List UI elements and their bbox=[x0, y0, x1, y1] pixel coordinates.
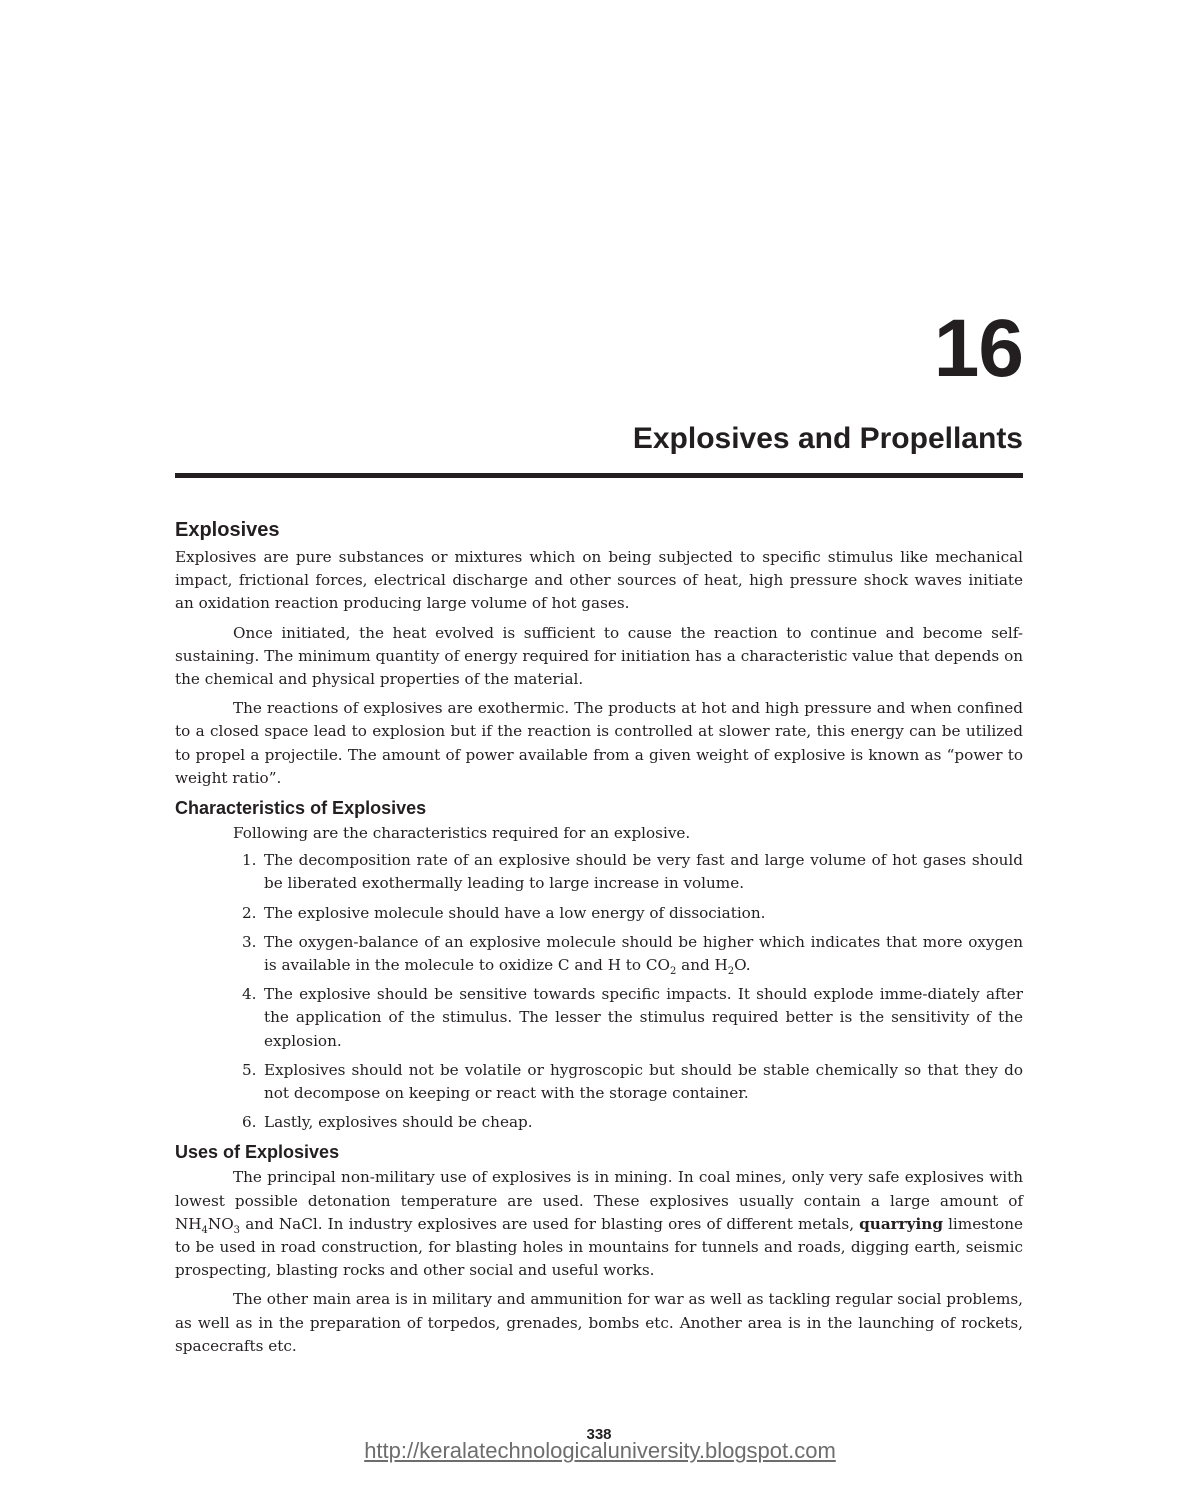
list-item-text-part: The oxygen-balance of an explosive molecule should be higher which indicates that more oxygen is available in the molecule to oxidize C and H to CO bbox=[264, 932, 1023, 975]
paragraph-uses-military: The other main area is in military and ammunition for war as well as tackling regular social problems, as well as in the preparation of torpedos, grenades, bombs etc. Another area is in the launching of rockets, spacecrafts etc. bbox=[175, 1290, 1023, 1355]
paragraph-exothermic-reactions: The reactions of explosives are exothermic. The products at hot and high pressure and when confined to a closed space lead to explosion but if the reaction is controlled at slower rate, this energy can be utilized to propel a projectile. The amount of power available from a given weight of explosive is known as “power to weight ratio”. bbox=[175, 699, 1023, 787]
list-item-number: 2. bbox=[242, 903, 257, 922]
paragraph-explosives-definition: Explosives are pure substances or mixtures which on being subjected to specific stimulus like mechanical impact, frictional forces, electrical discharge and other sources of heat, high pressure shock waves initiate an oxidation reaction producing large volume of hot gases. bbox=[175, 548, 1023, 613]
list-item-text: The decomposition rate of an explosive should be very fast and large volume of hot gases should be liberated exothermally leading to large increase in volume. bbox=[264, 851, 1023, 893]
paragraph-text-part: NO bbox=[207, 1214, 234, 1233]
paragraph-text-part: and NaCl. In industry explosives are used for blasting ores of different metals, bbox=[240, 1214, 860, 1233]
paragraph-uses-mining bbox=[175, 1166, 1023, 1282]
list-item bbox=[175, 849, 1023, 895]
paragraph-text-part: The principal non-military use of explosives is in mining. In coal mines, only very safe explosives with lowest possible detonation temperature are used. These explosives usually contain a large amount of NH bbox=[175, 1168, 1023, 1233]
list-item-text: Explosives should not be volatile or hygroscopic but should be stable chemically so that they do not decompose on keeping or react with the storage container. bbox=[264, 1060, 1023, 1103]
list-item-number: 3. bbox=[242, 932, 257, 951]
list-item-number: 6. bbox=[242, 1113, 257, 1132]
subscript: 4 bbox=[201, 1224, 208, 1236]
paragraph-text-part: limestone to be used in road construction, for blasting holes in mountains for tunnels and roads, digging earth, seismic prospecting, blasting rocks and other social and useful works. bbox=[175, 1214, 1023, 1280]
chapter-number: 16 bbox=[933, 303, 1023, 394]
bold-term: quarrying bbox=[859, 1214, 943, 1233]
characteristics-list bbox=[175, 849, 1023, 1134]
chapter-body bbox=[175, 516, 1023, 1364]
chapter-title: Explosives and Propellants bbox=[632, 422, 1023, 455]
list-item-number: 4. bbox=[242, 985, 257, 1004]
list-item-text-part: O. bbox=[734, 956, 751, 975]
section-heading-explosives: Explosives bbox=[175, 519, 280, 541]
list-item bbox=[175, 983, 1023, 1053]
subscript: 2 bbox=[669, 966, 677, 978]
footer-url-link[interactable]: http://keralatechnologicaluniversity.blogspot.com bbox=[364, 1438, 836, 1463]
subscript: 2 bbox=[727, 966, 735, 978]
list-item bbox=[175, 931, 1023, 977]
list-item-text-part: and H bbox=[676, 956, 728, 975]
list-item bbox=[175, 902, 1023, 925]
list-item-text bbox=[264, 932, 1023, 978]
list-item-number: 1. bbox=[242, 851, 257, 870]
paragraph-initiation: Once initiated, the heat evolved is sufficient to cause the reaction to continue and become self-sustaining. The minimum quantity of energy required for initiation has a characteristic value that depends on the chemical and physical properties of the material. bbox=[175, 623, 1023, 689]
list-item bbox=[175, 1111, 1023, 1134]
list-item-text: Lastly, explosives should be cheap. bbox=[264, 1113, 533, 1132]
list-item bbox=[175, 1059, 1023, 1105]
section-heading-characteristics: Characteristics of Explosives bbox=[175, 798, 427, 819]
section-heading-uses: Uses of Explosives bbox=[175, 1142, 340, 1163]
list-item-text: The explosive should be sensitive towards specific impacts. It should explode imme-diately after the application of the stimulus. The lesser the stimulus required better is the sensitivity of the explosion. bbox=[264, 985, 1023, 1050]
paragraph-characteristics-intro: Following are the characteristics required for an explosive. bbox=[233, 824, 691, 843]
subscript: 3 bbox=[233, 1224, 241, 1236]
chapter-title-rule bbox=[175, 473, 1023, 478]
page-number: 338 bbox=[586, 1426, 612, 1443]
list-item-number: 5. bbox=[242, 1060, 257, 1079]
list-item-text: The explosive molecule should have a low energy of dissociation. bbox=[264, 903, 766, 922]
